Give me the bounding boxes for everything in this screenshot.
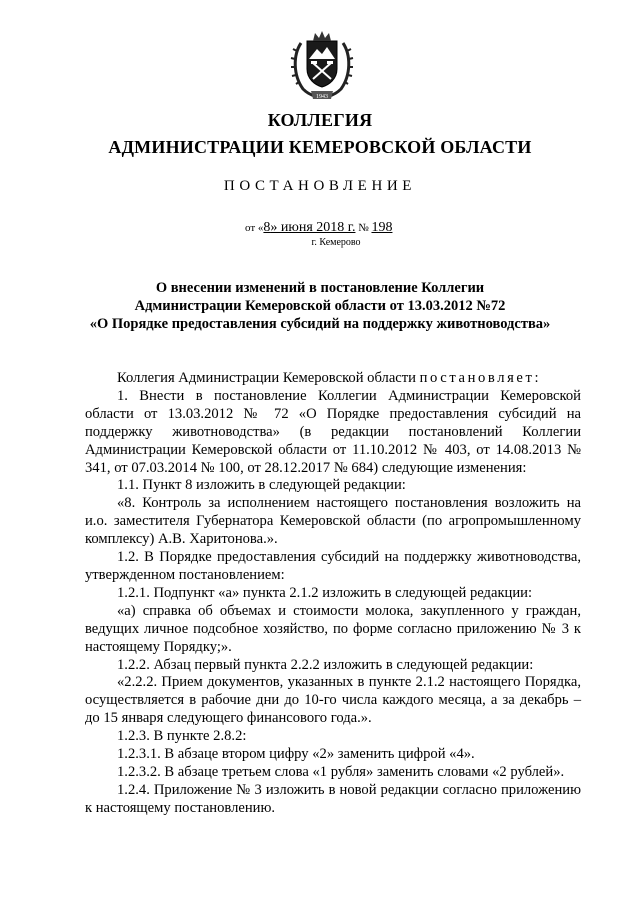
date-prefix: от « (245, 222, 264, 234)
organization-title: КОЛЛЕГИЯ (267, 110, 373, 130)
paragraph-1-2-1-text: «а) справка об объемах и стоимости молока, закупленного у граждан, ведущих личное подсобное хозяйство, по форме согласно приложению № 3 к настоящему Порядку;». (85, 602, 581, 655)
paragraph-1-2: 1.2. В Порядке предоставления субсидий на поддержку животноводства, утвержденном постановлением: (85, 549, 581, 583)
paragraph-1-2-4: 1.2.4. Приложение № 3 изложить в новой редакции согласно приложению к настоящему постановлению. (85, 781, 581, 816)
date-day: 8 (263, 220, 271, 235)
number-prefix: № (358, 222, 369, 234)
paragraph-1-2-3: 1.2.3. В пункте 2.8.2: (117, 728, 247, 745)
document-date-line (245, 220, 392, 236)
paragraph-1-1: 1.1. Пункт 8 изложить в следующей редакции: (117, 477, 406, 494)
document-type: ПОСТАНОВЛЕНИЕ (223, 178, 417, 194)
paragraph-1-1-text: «8. Контроль за исполнением настоящего постановления возложить на и.о. заместителя Губернатора Кемеровской области (по агропромышленному комплексу) А.В. Харитонова.». (85, 495, 581, 548)
paragraph-1-2-3-1: 1.2.3.1. В абзаце втором цифру «2» заменить цифрой «4». (117, 746, 475, 763)
paragraph-1-2-3-2: 1.2.3.2. В абзаце третьем слова «1 рубля» заменить словами «2 рублей». (117, 763, 565, 780)
date-month-year: » июня 2018 г. (270, 220, 356, 235)
document-city: г. Кемерово (311, 237, 361, 248)
subject-line-3: «О Порядке предоставления субсидий на поддержку животноводства» (89, 316, 551, 332)
intro-paragraph (85, 370, 581, 388)
emblem-year: 1943 (316, 94, 328, 100)
paragraph-1-2-2: 1.2.2. Абзац первый пункта 2.2.2 изложить в следующей редакции: (117, 656, 534, 673)
paragraph-1-2-1: 1.2.1. Подпункт «а» пункта 2.1.2 изложить в следующей редакции: (117, 584, 533, 601)
subject-line-2: Администрации Кемеровской области от 13.03.2012 №72 (134, 298, 506, 314)
organization-subtitle: АДМИНИСТРАЦИИ КЕМЕРОВСКОЙ ОБЛАСТИ (108, 137, 532, 157)
paragraph-1-2-2-text: «2.2.2. Прием документов, указанных в пункте 2.1.2 настоящего Порядка, осуществляется в рабочие дни до 10-го числа каждого месяца, а за декабрь – до 15 января следующего финансового года.». (85, 674, 581, 727)
subject-line-1: О внесении изменений в постановление Коллегии (155, 280, 485, 296)
document-number: 198 (371, 220, 393, 235)
intro-action: постановляет: (419, 370, 542, 386)
paragraph-1: 1. Внести в постановление Коллегии Администрации Кемеровской области от 13.03.2012 № 72 «О Порядке предоставления субсидий на поддержку животноводства» (в редакции постановлений Коллегии Администрации Кемеровской области от 11.10.2012 № 403, от 14.08.2013 № 341, от 07.03.2014 № 100, от 28.12.2017 № 684) следующие изменения: (85, 387, 581, 476)
document-body (85, 370, 581, 818)
coat-of-arms-emblem (289, 29, 355, 101)
intro-text: Коллегия Администрации Кемеровской области (117, 370, 420, 386)
